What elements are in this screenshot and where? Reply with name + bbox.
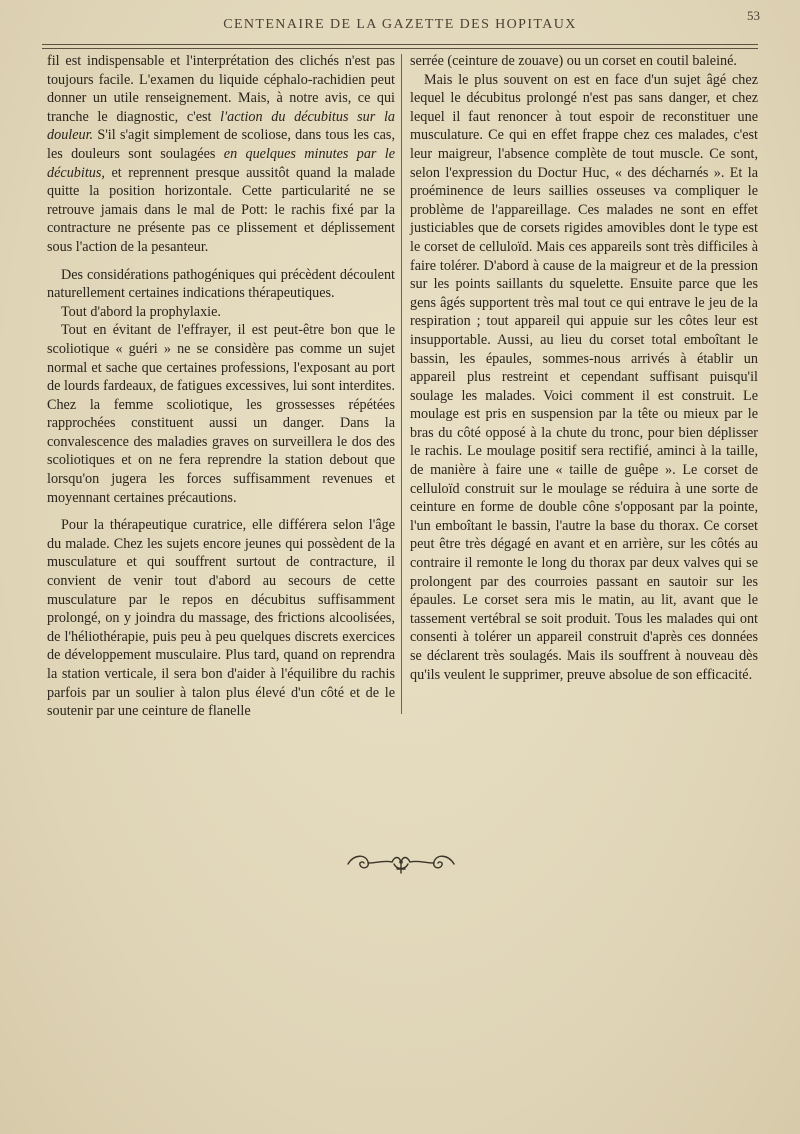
page-header: [40, 8, 760, 38]
paragraph: Tout en évitant de l'effrayer, il est peut-être bon que le scoliotique « guéri » ne se considère pas comme un sujet normal et sache que certaines professions, l'exposant au port de lourds fardeaux, de fatigues excessives, lui sont interdites. Chez la femme scoliotique, les grossesses répétées rapprochées constituent aussi un danger. Dans la convalescence des maladies graves on surveillera le dos des scoliotiques et on ne fera reprendre la station debout que lorsqu'on jugera les forces suffisamment revenues et moyennant certaines précautions.: [47, 322, 395, 506]
running-head: CENTENAIRE DE LA GAZETTE DES HOPITAUX: [223, 17, 577, 32]
text-run: fil est indispensable et l'interprétation des clichés n'est pas toujours facile. L'examen du liquide céphalo-rachidien peut donner un utile renseignement. Mais, à notre avis, ce qui tranche le diagnostic, c'est: [47, 53, 395, 125]
right-column: [410, 52, 758, 684]
scroll-flourish-icon: [344, 850, 458, 876]
paragraph: Tout d'abord la prophylaxie.: [61, 303, 221, 320]
emphasis: l'action du décubitus sur la douleur.: [47, 108, 395, 144]
paragraph: Des considérations pathogéniques qui précèdent découlent naturellement certaines indications thérapeutiques.: [47, 266, 395, 302]
emphasis: en quelques minutes par le décubitus,: [47, 145, 395, 181]
page-number: 53: [747, 8, 760, 23]
text-run: S'il s'agit simplement de scoliose, dans tous les cas, les douleurs sont soulagées: [47, 127, 395, 162]
paragraph: [47, 52, 395, 257]
text-run: et reprennent presque aussitôt quand la malade quitte la position horizontale. Cette particularité ne se retrouve jamais dans le mal de Pott: le rachis fixé par la contracture ne présente pas ce plissement et déplissement sous l'action de la pesanteur.: [47, 164, 395, 255]
header-rule: [42, 44, 758, 45]
left-column: [47, 52, 395, 721]
paragraph: Mais le plus souvent on est en face d'un sujet âgé chez lequel le décubitus prolongé n'est pas sans danger, et chez lequel il faut renoncer à tout espoir de reconstituer une musculature. Ce qui en effet frappe chez ces malades, c'est leur maigreur, l'absence complète de tout muscle. Ce sont, selon l'expression du Doctur Huc, « des décharnés ». Et la proéminence de leurs saillies osseuses va compliquer le problème de l'appareillage. Ces malades ne sont en effet justiciables que de corsets rigides amovibles dont le type est le corset de celluloïd. Mais ces appareils sont très difficiles à faire tolérer. D'abord à cause de la maigreur et de la pression sur les points saillants du squelette. Ensuite parce que les gens âgés supportent très mal tout ce qui entrave le jeu de la respiration ; tout appareil qui appuie sur les côtes leur est insupportable. Aussi, au lieu du corset total emboîtant le bassin, les épaules, sommes-nous arrivés à établir un appareil plus restreint et cependant suffisant puisqu'il soulage les malades. Voici comment il est construit. Le moulage est pris en suspension par la tête ou mieux par le bras du côté opposé à la chute du tronc, pour bien déplisser le rachis. Le moulage positif sera rectifié, aminci à la taille, de manière à faire une « taille de guêpe ». Le corset de celluloïd construit sur le moulage se réduira à une sorte de ceinture en forme de double cône s'opposant par la pointe, l'un emboîtant le bassin, l'autre la base du thorax. Ce corset peut être très dégagé en avant et en arrière, sur les côtés au contraire il remonte le long du thorax par deux valves qui se prolongent par des courroies passant en sautoir sur les épaules. Le corset sera mis le matin, au lit, avant que le tassement vertébral se soit produit. Tous les malades qui ont consenti à tolérer un appareil construit d'après ces données se déclarent très soulagés. Mais ils souffrent à nouveau dès qu'ils veulent le supprimer, preuve absolue de son efficacité.: [410, 71, 758, 683]
paragraph: Pour la thérapeutique curatrice, elle différera selon l'âge du malade. Chez les sujets encore jeunes qui possèdent de la musculature et qui souffrent surtout de contracture, il convient de venir tout d'abord au secours de cette musculature par le repos en décubitus suffisamment prolongé, on y joindra du massage, des frictions alcoolisées, de l'héliothérapie, puis peu à peu quelques discrets exercices de développement musculaire. Plus tard, quand on reprendra la station verticale, il sera bon d'aider à l'équilibre du rachis parfois par un soulier à talon plus élevé d'un côté et de le soutenir par une ceinture de flanelle: [47, 517, 395, 720]
column-divider: [401, 54, 402, 714]
header-rule-double: [42, 48, 758, 49]
paragraph: serrée (ceinture de zouave) ou un corset en coutil baleiné.: [410, 53, 737, 69]
